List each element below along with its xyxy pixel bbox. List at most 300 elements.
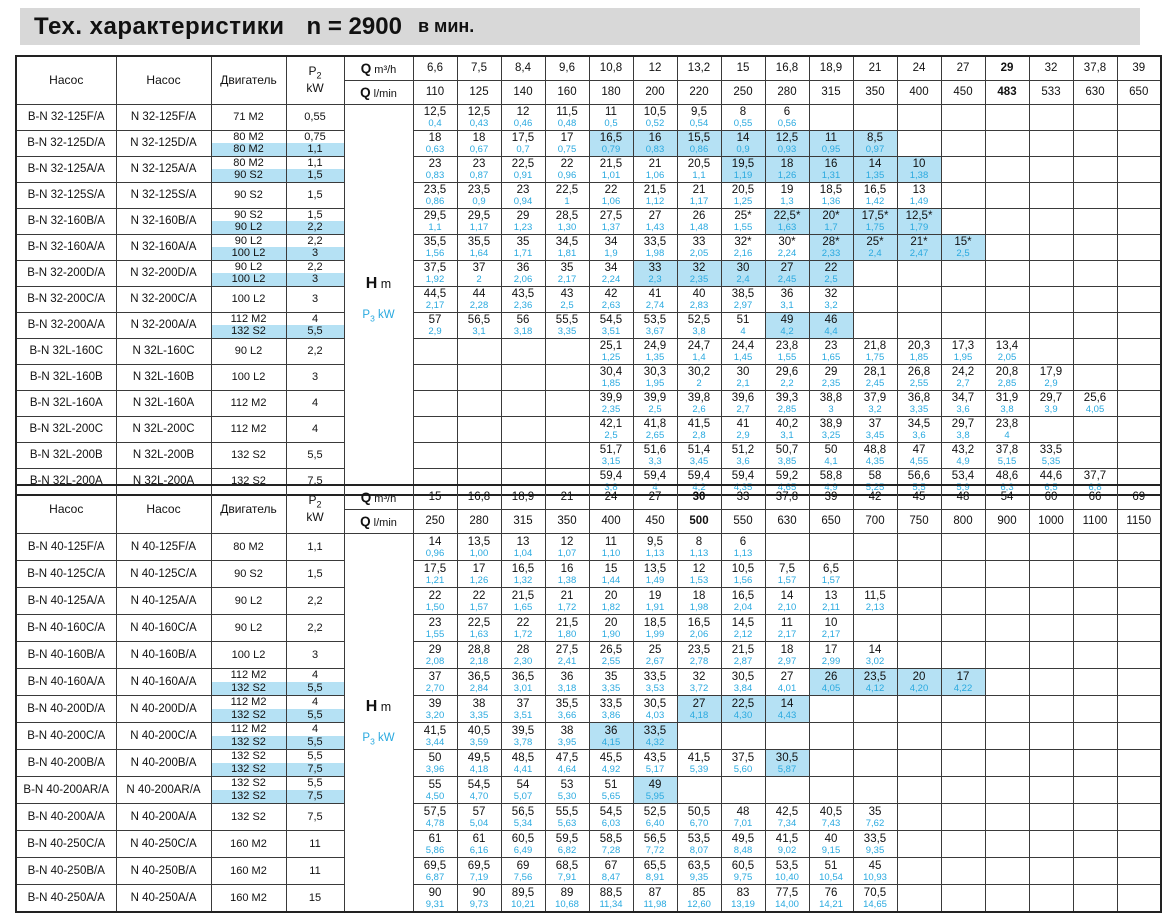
motor-lines — [212, 339, 286, 364]
blank-cell — [1073, 884, 1117, 912]
power-value: 1,31 — [821, 170, 841, 181]
pump-name: B-N 32-125S/A — [16, 182, 116, 208]
head-value: 17 — [472, 562, 486, 575]
power-value: 2,12 — [733, 628, 753, 640]
power-value: 5,34 — [513, 817, 533, 829]
power-value: 2,36 — [513, 300, 533, 311]
head-value: 17 — [824, 643, 838, 656]
power-value: 1,49 — [909, 196, 929, 207]
head-value: 18 — [780, 158, 794, 170]
head-value: 18,5 — [643, 616, 667, 629]
power-value: 1,1 — [692, 170, 706, 181]
data-cell — [633, 695, 677, 722]
head-value: 21,8 — [863, 340, 887, 352]
power-value: 1,01 — [601, 170, 621, 181]
power-value: 3,53 — [645, 682, 665, 694]
blank-cell — [853, 533, 897, 560]
head-value: 47 — [912, 444, 926, 456]
head-value: 21,5 — [555, 616, 579, 629]
head-value: 26 — [692, 210, 706, 222]
p2-value: 5,5 — [287, 682, 344, 695]
power-value: 3,59 — [469, 736, 489, 748]
data-cell — [589, 442, 633, 468]
head-value: 48,6 — [995, 470, 1019, 482]
data-cell — [633, 182, 677, 208]
power-value: 5,25 — [865, 482, 885, 493]
power-value: 2,1 — [736, 378, 750, 389]
flow-m3h-value: 69 — [1117, 485, 1161, 509]
data-cell — [501, 587, 545, 614]
data-cell — [633, 442, 677, 468]
head-value: 12,5 — [775, 132, 799, 144]
p2-symbol: P — [308, 64, 317, 79]
blank-cell — [545, 338, 589, 364]
p2-value: 1,5 — [307, 208, 323, 221]
table-body — [16, 104, 1161, 495]
head-value: 11 — [781, 616, 793, 629]
motor-lines — [212, 588, 286, 614]
power-value: 3,2 — [824, 300, 838, 311]
flow-lmin-value: 125 — [457, 80, 501, 104]
p2-lines — [287, 235, 344, 260]
p2-cell — [286, 884, 344, 912]
blank-cell — [457, 338, 501, 364]
head-value: 29 — [428, 643, 442, 656]
pump-name-alt: N 32-200C/A — [116, 286, 211, 312]
head-value: 69 — [516, 859, 530, 872]
power-value: 1,13 — [733, 547, 753, 559]
power-value: 1,30 — [557, 222, 577, 233]
pump-name: B-N 32-200C/A — [16, 286, 116, 312]
head-value: 26,8 — [907, 366, 931, 378]
power-value: 2,5 — [824, 274, 838, 285]
blank-cell — [1029, 182, 1073, 208]
power-value: 1,35 — [865, 170, 885, 181]
data-cell — [1073, 390, 1117, 416]
power-value: 3,8 — [956, 430, 970, 441]
data-cell — [457, 668, 501, 695]
units-legend-cell — [344, 533, 413, 912]
blank-cell — [501, 416, 545, 442]
motor-cell — [211, 338, 286, 364]
data-cell — [457, 130, 501, 156]
head-value: 42,5 — [775, 805, 799, 818]
data-cell — [677, 338, 721, 364]
data-cell — [721, 130, 765, 156]
motor-cell — [211, 260, 286, 286]
head-value: 39,3 — [775, 392, 799, 404]
data-cell — [545, 533, 589, 560]
data-cell — [765, 614, 809, 641]
p2-cell — [286, 442, 344, 468]
motor-lines — [212, 561, 286, 587]
head-value: 43,2 — [951, 444, 975, 456]
head-value: 36,5 — [467, 670, 491, 683]
blank-cell — [985, 312, 1029, 338]
power-value: 0,46 — [513, 118, 533, 129]
blank-cell — [1073, 208, 1117, 234]
pump-name: B-N 32L-160B — [16, 364, 116, 390]
p2-cell — [286, 130, 344, 156]
data-cell — [633, 533, 677, 560]
pump-col-header: Насос — [16, 485, 116, 533]
blank-cell — [1029, 312, 1073, 338]
head-value: 37,7 — [1083, 470, 1107, 482]
p2-value: 1,1 — [287, 143, 344, 156]
power-value: 6,5 — [1044, 482, 1058, 493]
pump-name-alt: N 32-200D/A — [116, 260, 211, 286]
power-value: 4,35 — [865, 456, 885, 467]
data-cell — [545, 668, 589, 695]
p2-lines — [287, 696, 344, 722]
head-value: 57,5 — [423, 805, 447, 818]
motor-name: 100 L2 — [231, 293, 266, 305]
power-value: 1,72 — [557, 601, 577, 613]
head-value: 20,5 — [731, 184, 755, 196]
p2-col-header — [286, 485, 344, 533]
blank-cell — [1073, 260, 1117, 286]
head-value: 10 — [824, 616, 838, 629]
p2-cell — [286, 749, 344, 776]
motor-lines — [212, 696, 286, 722]
h-symbol: H — [365, 697, 378, 715]
power-value: 2,7 — [956, 378, 970, 389]
head-value: 61 — [472, 832, 486, 845]
head-value: 76 — [824, 886, 838, 899]
data-cell — [985, 364, 1029, 390]
data-cell — [413, 587, 457, 614]
data-cell — [677, 286, 721, 312]
p2-value: 15 — [308, 891, 322, 904]
power-value: 1,38 — [557, 574, 577, 586]
blank-cell — [765, 776, 809, 803]
motor-name: 132 S2 — [212, 790, 286, 803]
power-value: 1,57 — [821, 574, 841, 586]
blank-cell — [1073, 364, 1117, 390]
p2-value: 2,2 — [307, 260, 323, 273]
power-value: 4,41 — [513, 763, 533, 775]
head-value: 24,7 — [687, 340, 711, 352]
head-value: 54 — [516, 778, 530, 791]
head-value: 12,5 — [467, 106, 491, 118]
data-cell — [721, 338, 765, 364]
data-cell — [721, 803, 765, 830]
power-value: 2,17 — [821, 628, 841, 640]
head-value: 10,5 — [731, 562, 755, 575]
data-cell — [809, 312, 853, 338]
pump-row — [16, 533, 1161, 560]
power-value: 0,75 — [557, 144, 577, 155]
power-value: 1,98 — [689, 601, 709, 613]
motor-lines — [212, 858, 286, 884]
head-value: 27 — [780, 262, 794, 274]
head-value: 33,5 — [643, 670, 667, 683]
head-value: 32 — [692, 262, 706, 274]
flow-lmin-value: 315 — [809, 80, 853, 104]
head-value: 30,5 — [775, 751, 799, 764]
power-value: 2,85 — [997, 378, 1017, 389]
blank-cell — [1117, 695, 1161, 722]
power-value: 7,01 — [733, 817, 753, 829]
p2-cell — [286, 641, 344, 668]
power-value: 0,93 — [777, 144, 797, 155]
p2-cell — [286, 416, 344, 442]
data-cell — [457, 286, 501, 312]
blank-cell — [1029, 722, 1073, 749]
data-cell — [897, 208, 941, 234]
pump-name: B-N 40-200AR/A — [16, 776, 116, 803]
power-value: 2,5 — [956, 248, 970, 259]
power-value: 3,96 — [425, 763, 445, 775]
blank-cell — [1029, 857, 1073, 884]
power-value: 1,00 — [469, 547, 489, 559]
power-value: 1,26 — [469, 574, 489, 586]
head-value: 56,5 — [467, 314, 491, 326]
power-value: 2,13 — [865, 601, 885, 613]
flow-m3h-value: 15 — [721, 56, 765, 80]
data-cell — [545, 695, 589, 722]
blank-cell — [1073, 560, 1117, 587]
data-cell — [633, 234, 677, 260]
blank-cell — [897, 286, 941, 312]
blank-cell — [941, 130, 985, 156]
blank-cell — [1117, 641, 1161, 668]
data-cell — [457, 641, 501, 668]
power-value: 3,8 — [692, 326, 706, 337]
blank-cell — [941, 803, 985, 830]
power-value: 3,45 — [689, 456, 709, 467]
motor-cell — [211, 830, 286, 857]
pump-name: B-N 40-160C/A — [16, 614, 116, 641]
data-cell — [677, 234, 721, 260]
data-cell — [809, 641, 853, 668]
power-value: 1,63 — [469, 628, 489, 640]
power-value: 2,05 — [997, 352, 1017, 363]
flow-m3h-label: Q m³/h — [344, 485, 413, 509]
data-cell — [413, 208, 457, 234]
power-value: 2,11 — [822, 601, 840, 613]
power-value: 2,16 — [733, 248, 753, 259]
blank-cell — [897, 587, 941, 614]
power-value: 4,70 — [469, 790, 489, 802]
p2-value: 7,5 — [287, 790, 344, 803]
flow-m3h-value: 13,2 — [677, 56, 721, 80]
head-value: 40,5 — [819, 805, 843, 818]
data-cell — [941, 364, 985, 390]
head-value: 24,4 — [731, 340, 755, 352]
head-value: 22 — [604, 184, 618, 196]
power-value: 5,60 — [733, 763, 753, 775]
head-value: 8,5 — [867, 132, 883, 144]
motor-lines — [212, 615, 286, 641]
blank-cell — [985, 776, 1029, 803]
power-value: 4,05 — [821, 682, 841, 694]
blank-cell — [1029, 260, 1073, 286]
motor-cell — [211, 776, 286, 803]
pump-row — [16, 776, 1161, 803]
p2-value: 1,5 — [307, 567, 323, 580]
power-value: 2,87 — [733, 655, 753, 667]
pump-row — [16, 130, 1161, 156]
motor-cell — [211, 156, 286, 182]
head-value: 14,5 — [731, 616, 755, 629]
power-value: 0,55 — [733, 118, 753, 129]
flow-lmin-value: 280 — [765, 80, 809, 104]
head-value: 53,4 — [951, 470, 975, 482]
head-value: 23 — [428, 158, 442, 170]
power-value: 2,70 — [425, 682, 445, 694]
blank-cell — [853, 776, 897, 803]
motor-cell — [211, 182, 286, 208]
power-value: 3,35 — [469, 709, 489, 721]
head-value: 21 — [692, 184, 706, 196]
data-cell — [721, 182, 765, 208]
data-cell — [809, 286, 853, 312]
head-value: 25 — [648, 643, 662, 656]
motor-name: 100 L2 — [231, 648, 266, 661]
flow-m3h-label: Q m³/h — [344, 56, 413, 80]
data-cell — [589, 234, 633, 260]
head-value: 37,5 — [731, 751, 755, 764]
data-cell — [809, 156, 853, 182]
blank-cell — [1117, 442, 1161, 468]
data-cell — [677, 803, 721, 830]
flow-lmin-value: 250 — [721, 80, 765, 104]
power-value: 2,97 — [777, 655, 797, 667]
data-cell — [809, 587, 853, 614]
data-cell — [721, 156, 765, 182]
flow-m3h-value: 60 — [1029, 485, 1073, 509]
power-value: 1,92 — [425, 274, 445, 285]
head-value: 33,5 — [863, 832, 887, 845]
power-value: 0,9 — [472, 196, 486, 207]
data-cell — [501, 695, 545, 722]
motor-name: 132 S2 — [212, 325, 286, 338]
units-legend-cell — [344, 104, 413, 495]
blank-cell — [545, 390, 589, 416]
data-cell — [677, 668, 721, 695]
data-cell — [589, 156, 633, 182]
power-value: 0,86 — [425, 196, 445, 207]
blank-cell — [1073, 104, 1117, 130]
power-value: 1,04 — [513, 547, 533, 559]
blank-cell — [1117, 364, 1161, 390]
data-cell — [721, 587, 765, 614]
pump-name: B-N 32L-160A — [16, 390, 116, 416]
data-cell — [589, 312, 633, 338]
power-value: 4,30 — [733, 709, 753, 721]
power-value: 2,9 — [736, 430, 750, 441]
blank-cell — [897, 533, 941, 560]
head-value: 34 — [604, 262, 618, 274]
head-value: 48,5 — [511, 751, 535, 764]
power-value: 1,65 — [513, 601, 533, 613]
p2-lines — [287, 183, 344, 208]
power-value: 2,24 — [601, 274, 621, 285]
head-value: 19 — [780, 184, 794, 196]
data-cell — [501, 130, 545, 156]
power-value: 0,5 — [604, 118, 618, 129]
blank-cell — [809, 695, 853, 722]
data-cell — [765, 234, 809, 260]
power-value: 4,9 — [956, 456, 970, 467]
power-value: 0,94 — [513, 196, 533, 207]
head-value: 28,8 — [467, 643, 491, 656]
blank-cell — [809, 104, 853, 130]
blank-cell — [1029, 104, 1073, 130]
p2-cell — [286, 587, 344, 614]
flow-m3h-value: 30 — [677, 485, 721, 509]
blank-cell — [1073, 749, 1117, 776]
power-value: 6,82 — [557, 844, 577, 856]
data-cell — [721, 857, 765, 884]
pump-name: B-N 40-200C/A — [16, 722, 116, 749]
data-cell — [545, 312, 589, 338]
blank-cell — [1117, 208, 1161, 234]
data-cell — [633, 208, 677, 234]
data-cell — [677, 130, 721, 156]
data-cell — [589, 364, 633, 390]
blank-cell — [1073, 533, 1117, 560]
flow-m3h-value: 15 — [413, 485, 457, 509]
motor-name: 90 S2 — [234, 208, 263, 221]
motor-cell — [211, 803, 286, 830]
power-value: 1,75 — [865, 352, 885, 363]
head-value: 12 — [692, 562, 706, 575]
flow-lmin-value: 450 — [941, 80, 985, 104]
p2-value: 7,5 — [307, 810, 323, 823]
data-cell — [589, 104, 633, 130]
power-value: 0,83 — [425, 170, 445, 181]
power-value: 1,65 — [821, 352, 841, 363]
blank-cell — [1117, 130, 1161, 156]
power-value: 2,7 — [736, 404, 750, 415]
power-value: 3,01 — [513, 682, 533, 694]
data-cell — [413, 286, 457, 312]
head-value: 36 — [560, 670, 574, 683]
data-cell — [853, 156, 897, 182]
motor-cell — [211, 416, 286, 442]
power-value: 7,28 — [601, 844, 621, 856]
blank-cell — [721, 722, 765, 749]
head-value: 30,2 — [687, 366, 711, 378]
pump-name: B-N 32-125F/A — [16, 104, 116, 130]
blank-cell — [721, 776, 765, 803]
data-cell — [897, 182, 941, 208]
head-value: 35 — [604, 670, 618, 683]
motor-cell — [211, 130, 286, 156]
blank-cell — [985, 286, 1029, 312]
head-value: 40,2 — [775, 418, 799, 430]
data-cell — [589, 260, 633, 286]
head-value: 14 — [780, 697, 794, 710]
power-value: 1,13 — [645, 547, 665, 559]
p2-lines — [287, 313, 344, 338]
power-value: 1,36 — [821, 196, 841, 207]
power-value: 1,21 — [425, 574, 445, 586]
flow-lmin-value: 400 — [589, 509, 633, 533]
blank-cell — [809, 722, 853, 749]
data-cell — [853, 130, 897, 156]
head-value: 30 — [736, 262, 750, 274]
head-value: 11 — [605, 106, 617, 118]
head-value: 10,5 — [643, 106, 667, 118]
data-cell — [765, 587, 809, 614]
head-value: 13,5 — [467, 535, 491, 548]
power-value: 2,04 — [733, 601, 753, 613]
power-value: 1,95 — [953, 352, 973, 363]
blank-cell — [897, 749, 941, 776]
